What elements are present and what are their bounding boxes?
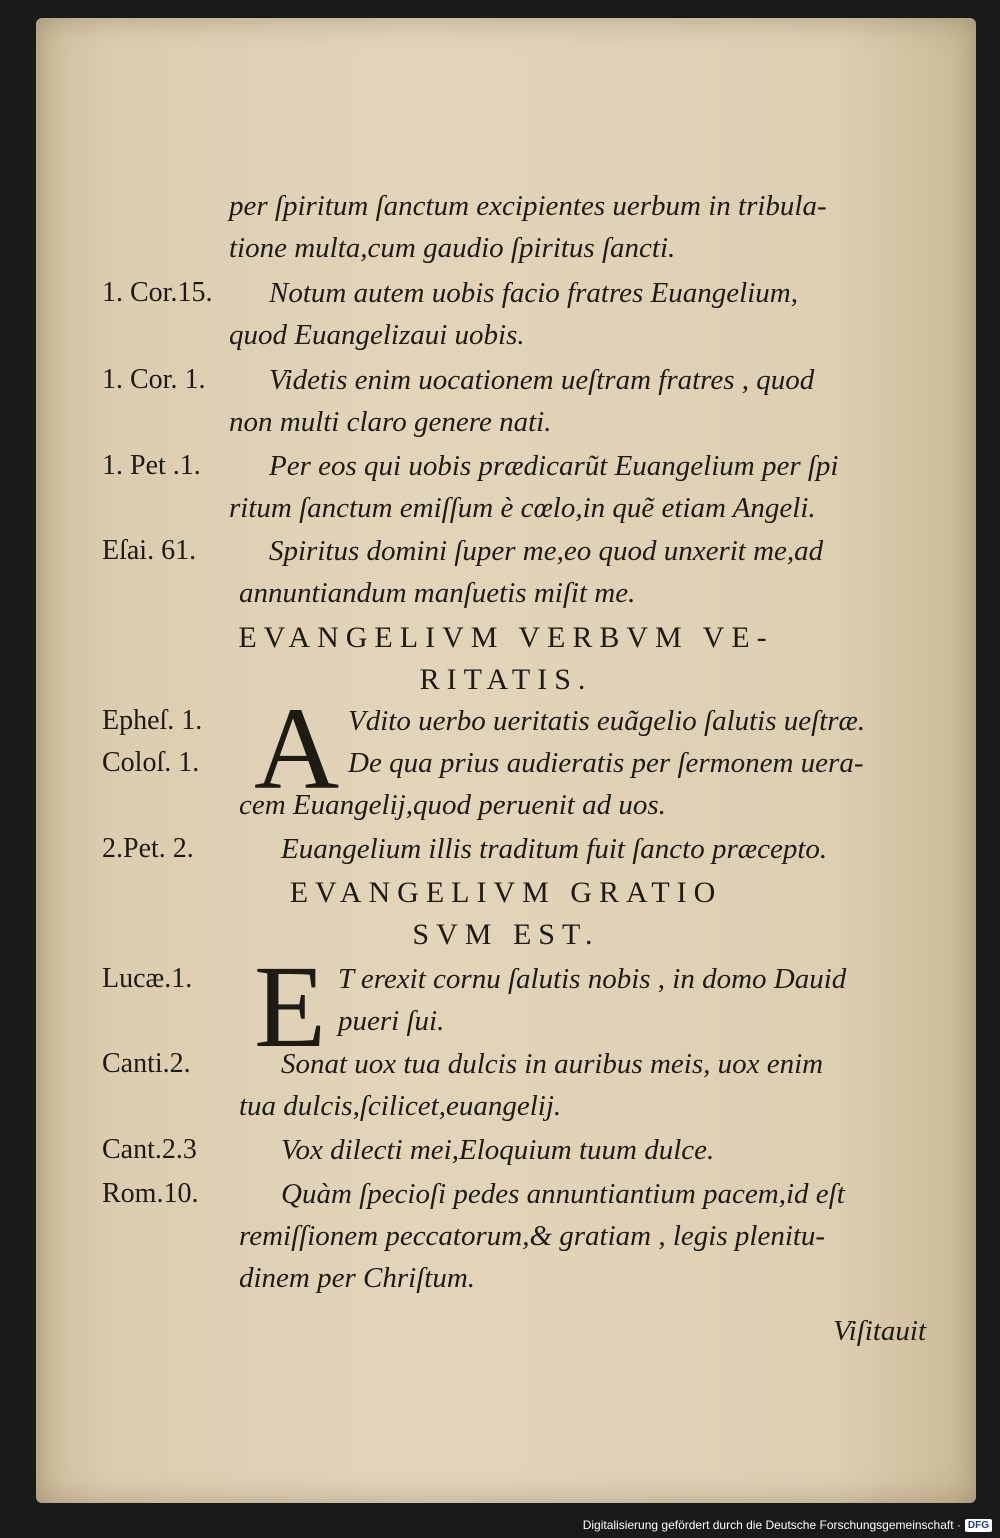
marginal-reference: Epheſ. 1. [102, 705, 203, 736]
text-line: Videtis enim uocationem ueſtram fratres , quod [269, 364, 815, 396]
marginal-reference: 1. Cor.15. [102, 277, 213, 308]
credit-text: Digitalisierung gefördert durch die Deutsche Forschungsgemeinschaft · [582, 1518, 961, 1532]
text-line: De qua prius audieratis per ſermonem uera- [348, 747, 864, 779]
drop-capital: A [254, 683, 340, 814]
book-page [36, 18, 976, 1503]
text-line: cem Euangelij,quod peruenit ad uos. [239, 789, 666, 821]
text-line: ritum ſanctum emiſſum è cœlo,in quẽ etiam Angeli. [229, 492, 816, 524]
text-line: Spiritus domini ſuper me,eo quod unxerit me,ad [269, 535, 824, 567]
text-line: quod Euangelizaui uobis. [229, 319, 525, 351]
text-line: Euangelium illis traditum fuit ſancto præcepto. [281, 833, 828, 865]
text-line: per ſpiritum ſanctum excipientes uerbum in tribula- [229, 190, 827, 222]
section-heading: SVM EST. [412, 918, 600, 951]
text-line: remiſſionem peccatorum,& gratiam , legis plenitu- [239, 1220, 826, 1252]
dfg-logo: DFG [965, 1519, 992, 1532]
marginal-reference: Cant.2.3 [102, 1134, 197, 1165]
text-line: tua dulcis,ſcilicet,euangelij. [239, 1090, 562, 1122]
text-line: non multi claro genere nati. [229, 406, 552, 438]
catchword: Viſitauit [833, 1315, 926, 1347]
drop-capital: E [254, 941, 327, 1072]
marginal-reference: Coloſ. 1. [102, 747, 200, 778]
marginal-reference: 1. Cor. 1. [102, 364, 206, 395]
marginal-reference: Eſai. 61. [102, 535, 197, 566]
marginal-reference: Rom.10. [102, 1178, 199, 1209]
section-heading: EVANGELIVM GRATIO [289, 876, 723, 909]
text-line: tione multa,cum gaudio ſpiritus ſancti. [229, 232, 676, 264]
text-line: annuntiandum manſuetis miſit me. [239, 577, 636, 609]
text-line: dinem per Chriſtum. [239, 1262, 476, 1294]
text-line: pueri ſui. [338, 1005, 445, 1037]
text-line: Vdito uerbo ueritatis euãgelio ſalutis ueſtræ. [348, 705, 866, 737]
marginal-reference: 1. Pet .1. [102, 450, 201, 481]
digitization-credit [583, 1518, 992, 1532]
text-line: Sonat uox tua dulcis in auribus meis, uox enim [281, 1048, 824, 1080]
section-heading: RITATIS. [419, 663, 593, 696]
page-text [36, 18, 976, 1503]
text-line: Per eos qui uobis prædicarũt Euangelium per ſpi [269, 450, 839, 482]
text-line: T erexit cornu ſalutis nobis , in domo Dauid [338, 963, 847, 995]
marginal-reference: Canti.2. [102, 1048, 191, 1079]
text-line: Vox dilecti mei,Eloquium tuum dulce. [281, 1134, 715, 1166]
text-line: Notum autem uobis facio fratres Euangelium, [269, 277, 798, 309]
marginal-reference: Lucæ.1. [102, 963, 193, 994]
section-heading: EVANGELIVM VERBVM VE- [238, 621, 774, 654]
marginal-reference: 2.Pet. 2. [102, 833, 194, 864]
text-line: Quàm ſpecioſi pedes annuntiantium pacem,id eſt [281, 1178, 845, 1210]
